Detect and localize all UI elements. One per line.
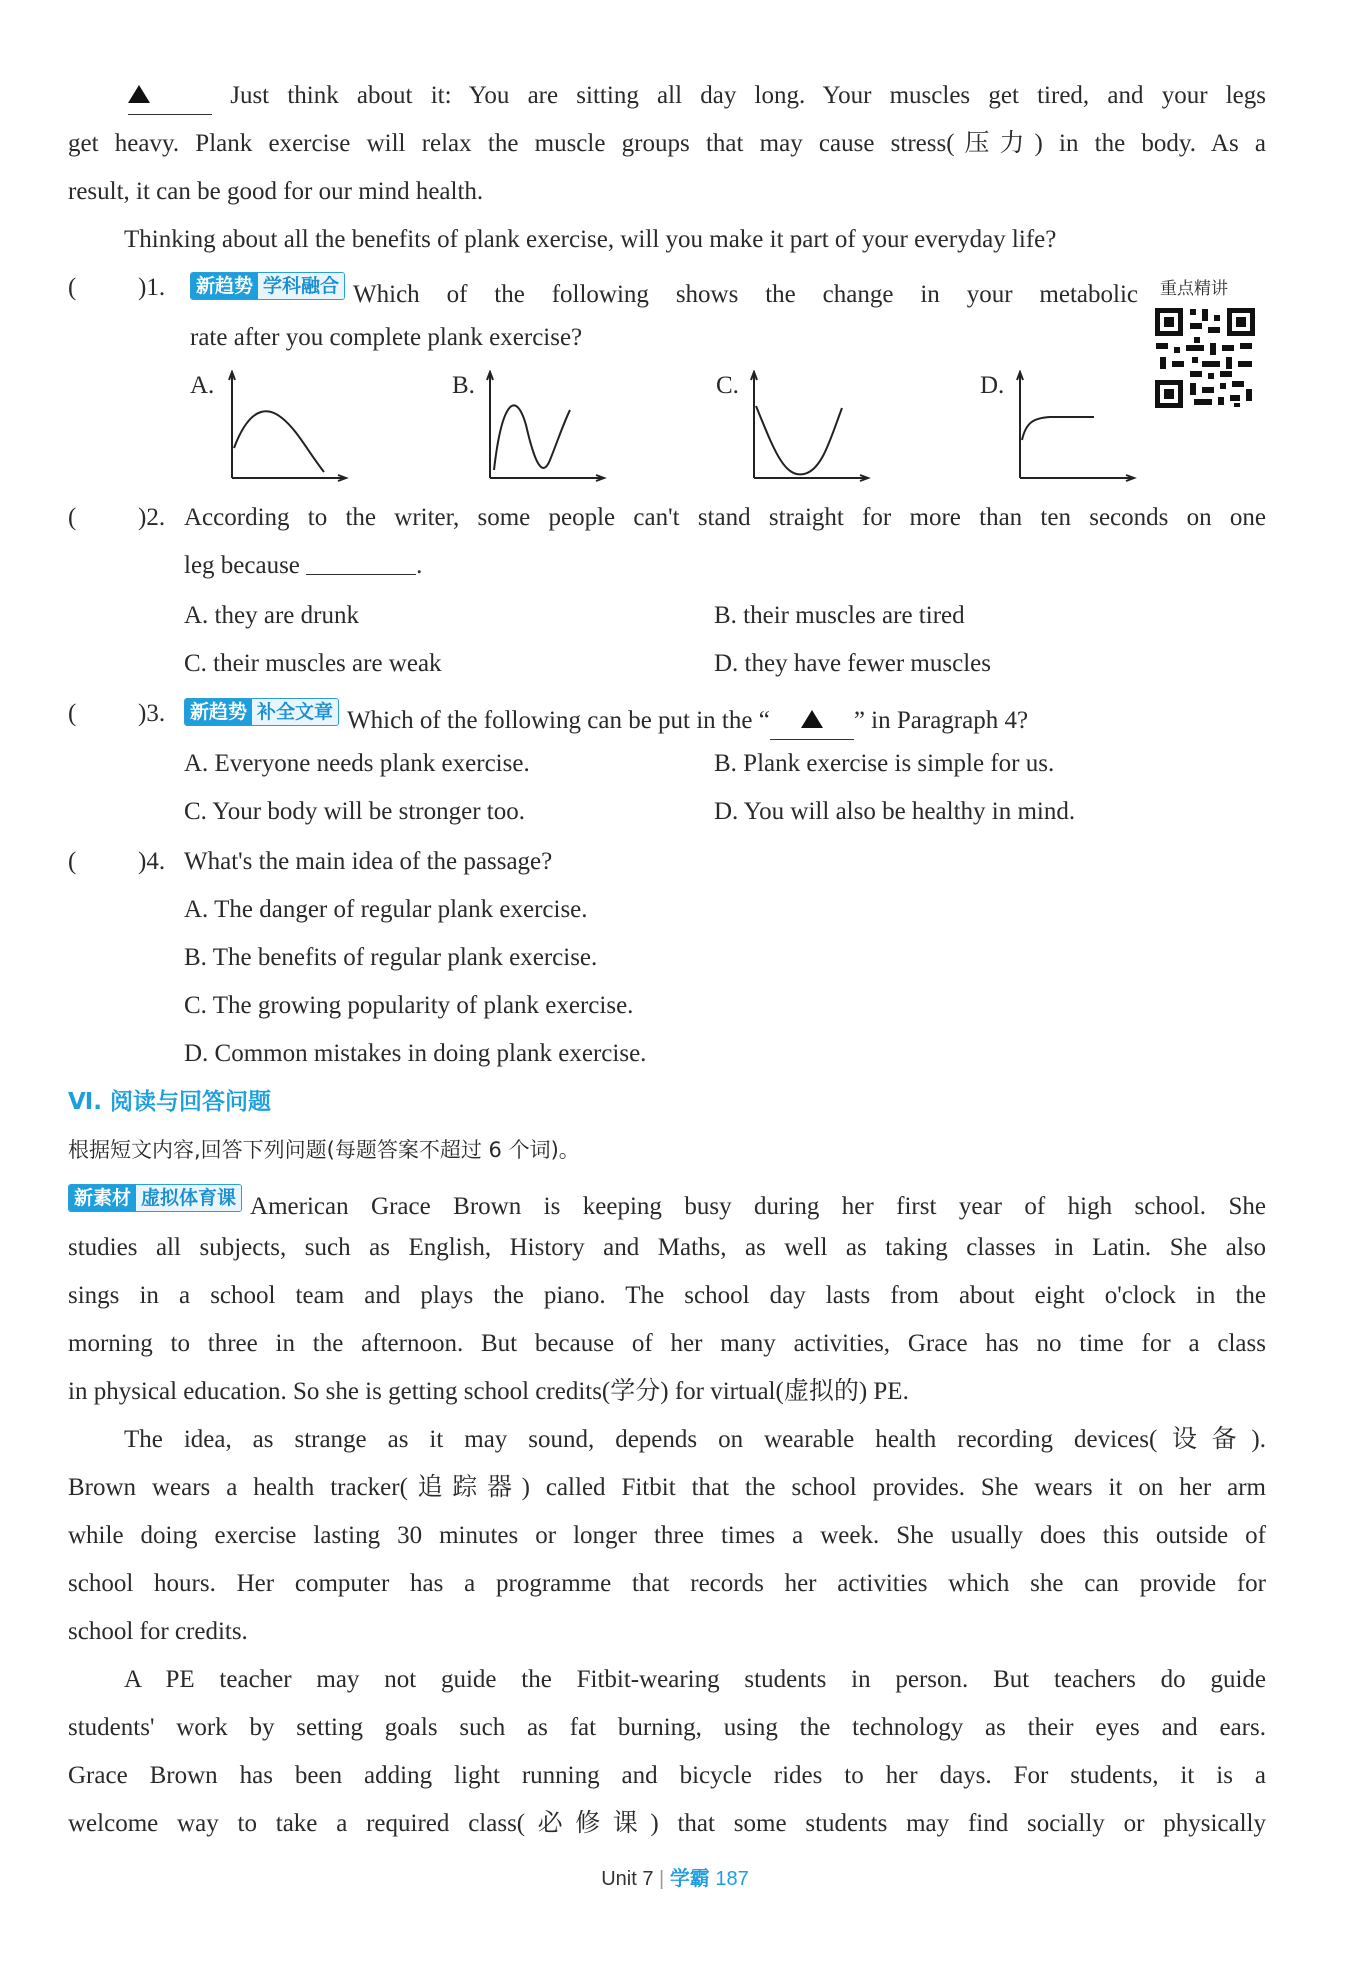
option-d[interactable]: D. they have fewer muscles bbox=[714, 650, 991, 677]
passage-line: welcome way to take a required class(必修课) that some students may find socially or physically bbox=[68, 1810, 1266, 1837]
option-b[interactable]: B. The benefits of regular plank exercise. bbox=[184, 944, 598, 971]
unit-label: Unit 7 bbox=[601, 1868, 654, 1890]
passage-line: Just think about it: You are sitting all day long. Your muscles get tired, and your legs bbox=[68, 80, 1266, 115]
brand-logo: 学霸 bbox=[669, 1868, 710, 1890]
answer-paren[interactable]: ( bbox=[68, 848, 77, 875]
graph-option-b bbox=[480, 370, 610, 485]
question-1-stem: 新趋势 学科融合 Which of the following shows the change in your metabolic bbox=[190, 272, 1138, 311]
passage-line: school hours. Her computer has a programme that records her activities which she can provide for bbox=[68, 1570, 1266, 1597]
passage-line: students' work by setting goals such as fat burning, using the technology as their eyes and ears. bbox=[68, 1714, 1266, 1741]
option-d[interactable]: D. You will also be healthy in mind. bbox=[714, 798, 1076, 825]
question-number: )1. bbox=[138, 274, 166, 301]
option-a[interactable]: A. The danger of regular plank exercise. bbox=[184, 896, 588, 923]
graph-option-c bbox=[744, 370, 874, 485]
qr-label: 重点精讲 bbox=[1160, 279, 1228, 299]
answer-blank bbox=[128, 82, 212, 109]
passage-line: A PE teacher may not guide the Fitbit-wearing students in person. But teachers do guide bbox=[124, 1666, 1266, 1693]
option-b-label: B. bbox=[452, 372, 475, 399]
page-footer bbox=[0, 1862, 1350, 1891]
option-c[interactable]: C. Your body will be stronger too. bbox=[184, 798, 525, 825]
question-number: )4. bbox=[138, 848, 166, 875]
answer-paren[interactable]: ( bbox=[68, 274, 77, 301]
passage-line: The idea, as strange as it may sound, depends on wearable health recording devices(设备). bbox=[124, 1426, 1266, 1453]
passage-line: get heavy. Plank exercise will relax the muscle groups that may cause stress(压力) in the body. As a bbox=[68, 130, 1266, 157]
passage-line: Brown wears a health tracker(追踪器) called Fitbit that the school provides. She wears it on her arm bbox=[68, 1474, 1266, 1501]
option-c[interactable]: C. their muscles are weak bbox=[184, 650, 442, 677]
passage-line: Grace Brown has been adding light running and bicycle rides to her days. For students, it is a bbox=[68, 1762, 1266, 1789]
question-number: )3. bbox=[138, 700, 166, 727]
question-2-stem: According to the writer, some people can't stand straight for more than ten seconds on one bbox=[184, 504, 1266, 531]
option-d[interactable]: D. Common mistakes in doing plank exercise. bbox=[184, 1040, 647, 1067]
passage-line: 新素材 虚拟体育课 American Grace Brown is keeping busy during her first year of high school. She bbox=[68, 1184, 1266, 1223]
tag-badge: 新趋势 补全文章 bbox=[184, 698, 339, 726]
passage-line: studies all subjects, such as English, History and Maths, as well as taking classes in Latin. She also bbox=[68, 1234, 1266, 1261]
page-number: 187 bbox=[715, 1868, 749, 1890]
passage-line: sings in a school team and plays the piano. The school day lasts from about eight o'clock in the bbox=[68, 1282, 1266, 1309]
question-number: )2. bbox=[138, 504, 166, 531]
tag-badge: 新趋势 学科融合 bbox=[190, 272, 345, 300]
passage-line: Thinking about all the benefits of plank exercise, will you make it part of your everyday life? bbox=[124, 226, 1057, 253]
option-c-label: C. bbox=[716, 372, 739, 399]
divider: | bbox=[659, 1868, 665, 1890]
passage-line: in physical education. So she is getting school credits(学分) for virtual(虚拟的) PE. bbox=[68, 1378, 909, 1405]
question-3-stem: 新趋势 补全文章 Which of the following can be put in the “ ” in Paragraph 4? bbox=[184, 698, 1028, 740]
graph-option-a bbox=[222, 370, 352, 485]
passage-line: result, it can be good for our mind health. bbox=[68, 178, 484, 205]
option-c[interactable]: C. The growing popularity of plank exercise. bbox=[184, 992, 634, 1019]
passage-line: while doing exercise lasting 30 minutes or longer three times a week. She usually does this outside of bbox=[68, 1522, 1266, 1549]
passage-line: school for credits. bbox=[68, 1618, 248, 1645]
answer-paren[interactable]: ( bbox=[68, 504, 77, 531]
answer-blank bbox=[306, 574, 416, 575]
answer-blank bbox=[770, 707, 854, 740]
qr-code-icon[interactable] bbox=[1150, 303, 1260, 413]
triangle-icon bbox=[128, 85, 150, 103]
option-d-label: D. bbox=[980, 372, 1005, 399]
passage-line: morning to three in the afternoon. But because of her many activities, Grace has no time for a class bbox=[68, 1330, 1266, 1357]
section-instruction: 根据短文内容,回答下列问题(每题答案不超过 6 个词)。 bbox=[68, 1138, 580, 1162]
section-title: Ⅵ. 阅读与回答问题 bbox=[68, 1089, 272, 1115]
tag-badge: 新素材 虚拟体育课 bbox=[68, 1184, 242, 1212]
triangle-icon bbox=[801, 710, 823, 728]
question-2-stem-cont: leg because . bbox=[184, 552, 423, 579]
option-b[interactable]: B. their muscles are tired bbox=[714, 602, 965, 629]
option-a[interactable]: A. Everyone needs plank exercise. bbox=[184, 750, 530, 777]
option-a[interactable]: A. they are drunk bbox=[184, 602, 359, 629]
question-4-stem: What's the main idea of the passage? bbox=[184, 848, 553, 875]
option-b[interactable]: B. Plank exercise is simple for us. bbox=[714, 750, 1055, 777]
answer-paren[interactable]: ( bbox=[68, 700, 77, 727]
graph-option-d bbox=[1010, 370, 1140, 485]
option-a-label: A. bbox=[190, 372, 215, 399]
question-1-stem-cont: rate after you complete plank exercise? bbox=[190, 324, 583, 351]
